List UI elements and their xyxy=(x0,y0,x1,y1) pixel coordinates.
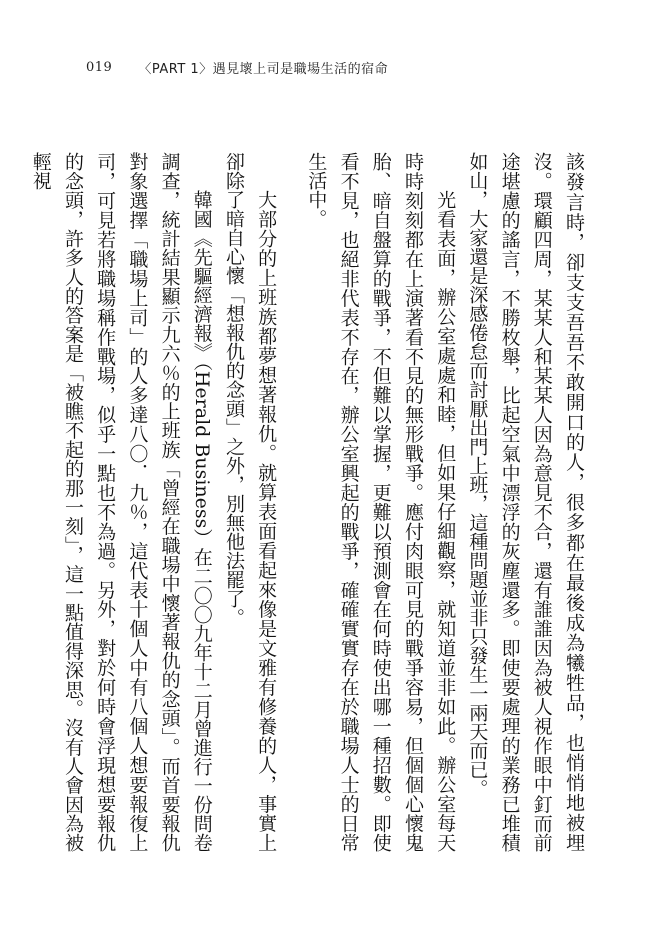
paragraph-continued: 該發言時，卻支支吾吾不敢開口的人，很多都在最後成為犧牲品，也悄悄地被埋沒。環顧四周，某某人和某某人因為意見不合，還有誰誰因為被人視作眼中釘而前途堪慮的謠言，不勝枚舉，比起空氣中漂浮的灰塵還多。即使要處理的業務已堆積如山，大家還是深感倦怠而討厭出門上班，這種問題並非只發生一兩天而已。 xyxy=(466,152,585,852)
paragraph-survey: 韓國《先驅經濟報》（Herald Business）在二〇〇九年十二月曾進行一份問卷調查，統計結果顯示九六％的上班族「曾經在職場中懷著報仇的念頭」。而首要報仇對象選擇「職場上司」的人多達八〇．九％，這代表十個人中有八個人想要報復上司，可見若將職場稱作戰場，似乎一點也不為過。另外，對於何時會浮現想要報仇的念頭，許多人的答案是「被瞧不起的那一刻」，這一點值得深思。沒有人會因為被輕視 xyxy=(29,152,213,852)
paragraph-office-war: 光看表面，辦公室處處和睦，但如果仔細觀察，就知道並非如此。辦公室每天時時刻刻都在上演著看不見的無形戰爭。應付肉眼可見的戰爭容易，但個個心懷鬼胎、暗自盤算的戰爭，不但難以掌握，更難以預測會在何時使出哪一種招數。即使看不見，也絕非代表不存在，辦公室興起的戰爭，確確實實存在於職場人士的日常生活中。 xyxy=(305,152,457,852)
chapter-title: 〈PART 1〉遇見壞上司是職場生活的宿命 xyxy=(138,61,389,77)
running-header xyxy=(86,55,586,79)
paragraph-revenge-dream: 大部分的上班族都夢想著報仇。就算表面看起來像是文雅有修養的人，事實上卻除了暗自心懷「想報仇的念頭」之外，別無他法罷了。 xyxy=(222,152,278,852)
body-text xyxy=(29,152,590,852)
page-number: 019 xyxy=(86,59,113,75)
